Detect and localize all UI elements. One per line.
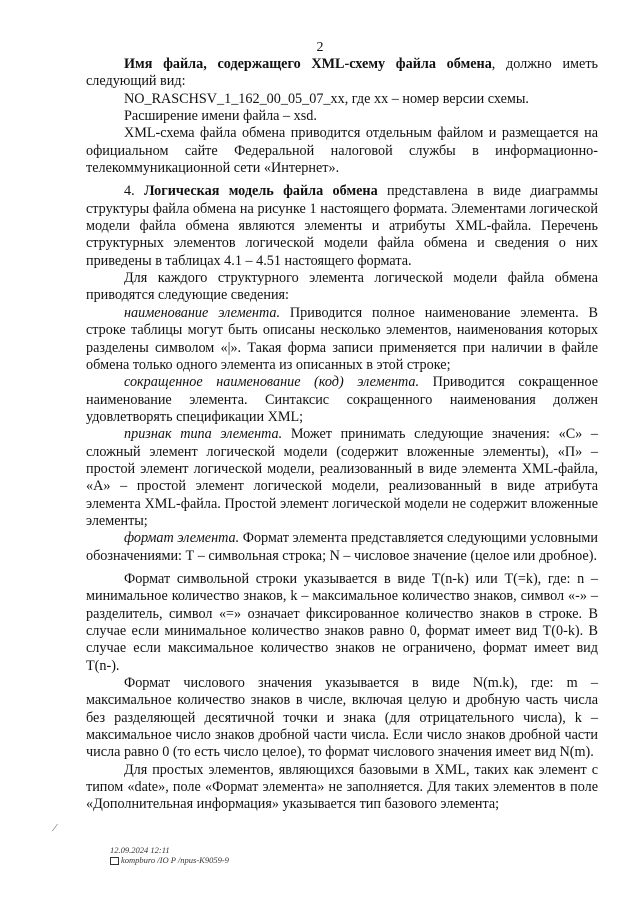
- paragraph-element-info-intro: Для каждого структурного элемента логической модели файла обмена приводятся следующие сведения:: [86, 270, 598, 304]
- paragraph-base-types: Для простых элементов, являющихся базовыми в XML, таких как элемент с типом «date», поле «Формат элемента» не заполняется. Для таких элементов в поле «Дополнительная информация» указывается тип базового элемента;: [86, 761, 598, 813]
- paragraph-schema-filename: NO_RASCHSV_1_162_00_05_07_xx, где xx – номер версии схемы.: [124, 90, 529, 107]
- paragraph-element-format: [86, 530, 598, 565]
- schema-name-text: , должно иметь следующий вид:: [86, 56, 598, 90]
- schema-name-heading: Имя файла, содержащего XML-схему файла обмена: [124, 56, 492, 72]
- logical-model-heading: Логическая модель файла обмена: [143, 183, 378, 200]
- footer-timestamp: 12.09.2024 12:11: [110, 845, 170, 855]
- element-code-text: Приводится сокращенное наименование элемента. Синтаксис сокращенного наименования должен удовлетворять спецификации XML;: [86, 374, 599, 425]
- paragraph-element-name: [86, 305, 598, 374]
- element-code-term: сокращенное наименование (код) элемента.: [124, 374, 420, 391]
- paragraph-element-code: [86, 374, 598, 426]
- element-format-text: Формат элемента представляется следующими условными обозначениями: Т – символьная строка; N – числовое значение (целое или дробное).: [86, 530, 598, 564]
- element-name-text: Приводится полное наименование элемента. В строке таблицы могут быть описаны несколько элементов, наименования которых разделены символом «|». Такая форма записи применяется при наличии в файле обмена только одного элемента из описанных в этой строке;: [86, 304, 598, 373]
- page-number: 2: [316, 40, 324, 55]
- document-body: [86, 56, 598, 814]
- document-footer: [110, 845, 229, 865]
- footer-path: kompburo /IO P /npus-K9059-9: [121, 855, 229, 865]
- footer-path-row: [110, 855, 229, 865]
- paragraph-logical-model: [86, 183, 598, 270]
- element-type-term: признак типа элемента.: [124, 426, 283, 443]
- element-format-term: формат элемента.: [124, 530, 240, 547]
- paragraph-schema-publication: XML-схема файла обмена приводится отдельным файлом и размещается на официальном сайте Федеральной налоговой службы в информационно-телекоммуникационной сети «Интернет».: [86, 125, 598, 177]
- paragraph-number-format: Формат числового значения указывается в виде N(m.k), где: m – максимальное количество знаков в числе, включая целую и дробную часть числа без разделяющей десятичной точки и знака (для отрицательного числа), k – максимальное число знаков дробной части числа. Если число знаков дробной части числа равно 0 (то есть число целое), то формат числового значения имеет вид N(m).: [86, 675, 598, 761]
- margin-mark: ⁄: [54, 822, 56, 834]
- paragraph-schema-name: [86, 56, 598, 91]
- element-type-text: Может принимать следующие значения: «С» – сложный элемент логической модели (содержит вложенные элементы), «П» – простой элемент логической модели, реализованный в виде элемента XML-файла, «А» – простой элемент логической модели, реализованный в виде атрибута элемента XML-файла. Простой элемент логической модели не содержит вложенные элементы;: [86, 426, 598, 529]
- paragraph-file-extension: Расширение имени файла – xsd.: [124, 108, 317, 125]
- paragraph-element-type: [86, 426, 598, 530]
- paragraph-string-format: Формат символьной строки указывается в виде Т(n-k) или Т(=k), где: n – минимальное количество знаков, k – максимальное количество знаков, символ «-» – разделитель, символ «=» означает фиксированное количество знаков в строке. В случае если минимальное количество знаков равно 0, формат имеет вид Т(0-k). В случае если максимальное количество знаков не ограничено, формат имеет вид Т(n-).: [86, 570, 598, 674]
- printer-icon: [110, 857, 119, 865]
- section-number: 4.: [124, 183, 144, 200]
- logical-model-text: представлена в виде диаграммы структуры файла обмена на рисунке 1 настоящего формата. Элементами логической модели файла обмена являются элементы и атрибуты XML-файла. Перечень структурных элементов логической модели файла обмена и сведения о них приведены в таблицах 4.1 – 4.51 настоящего формата.: [86, 183, 599, 269]
- element-name-term: наименование элемента.: [124, 304, 281, 321]
